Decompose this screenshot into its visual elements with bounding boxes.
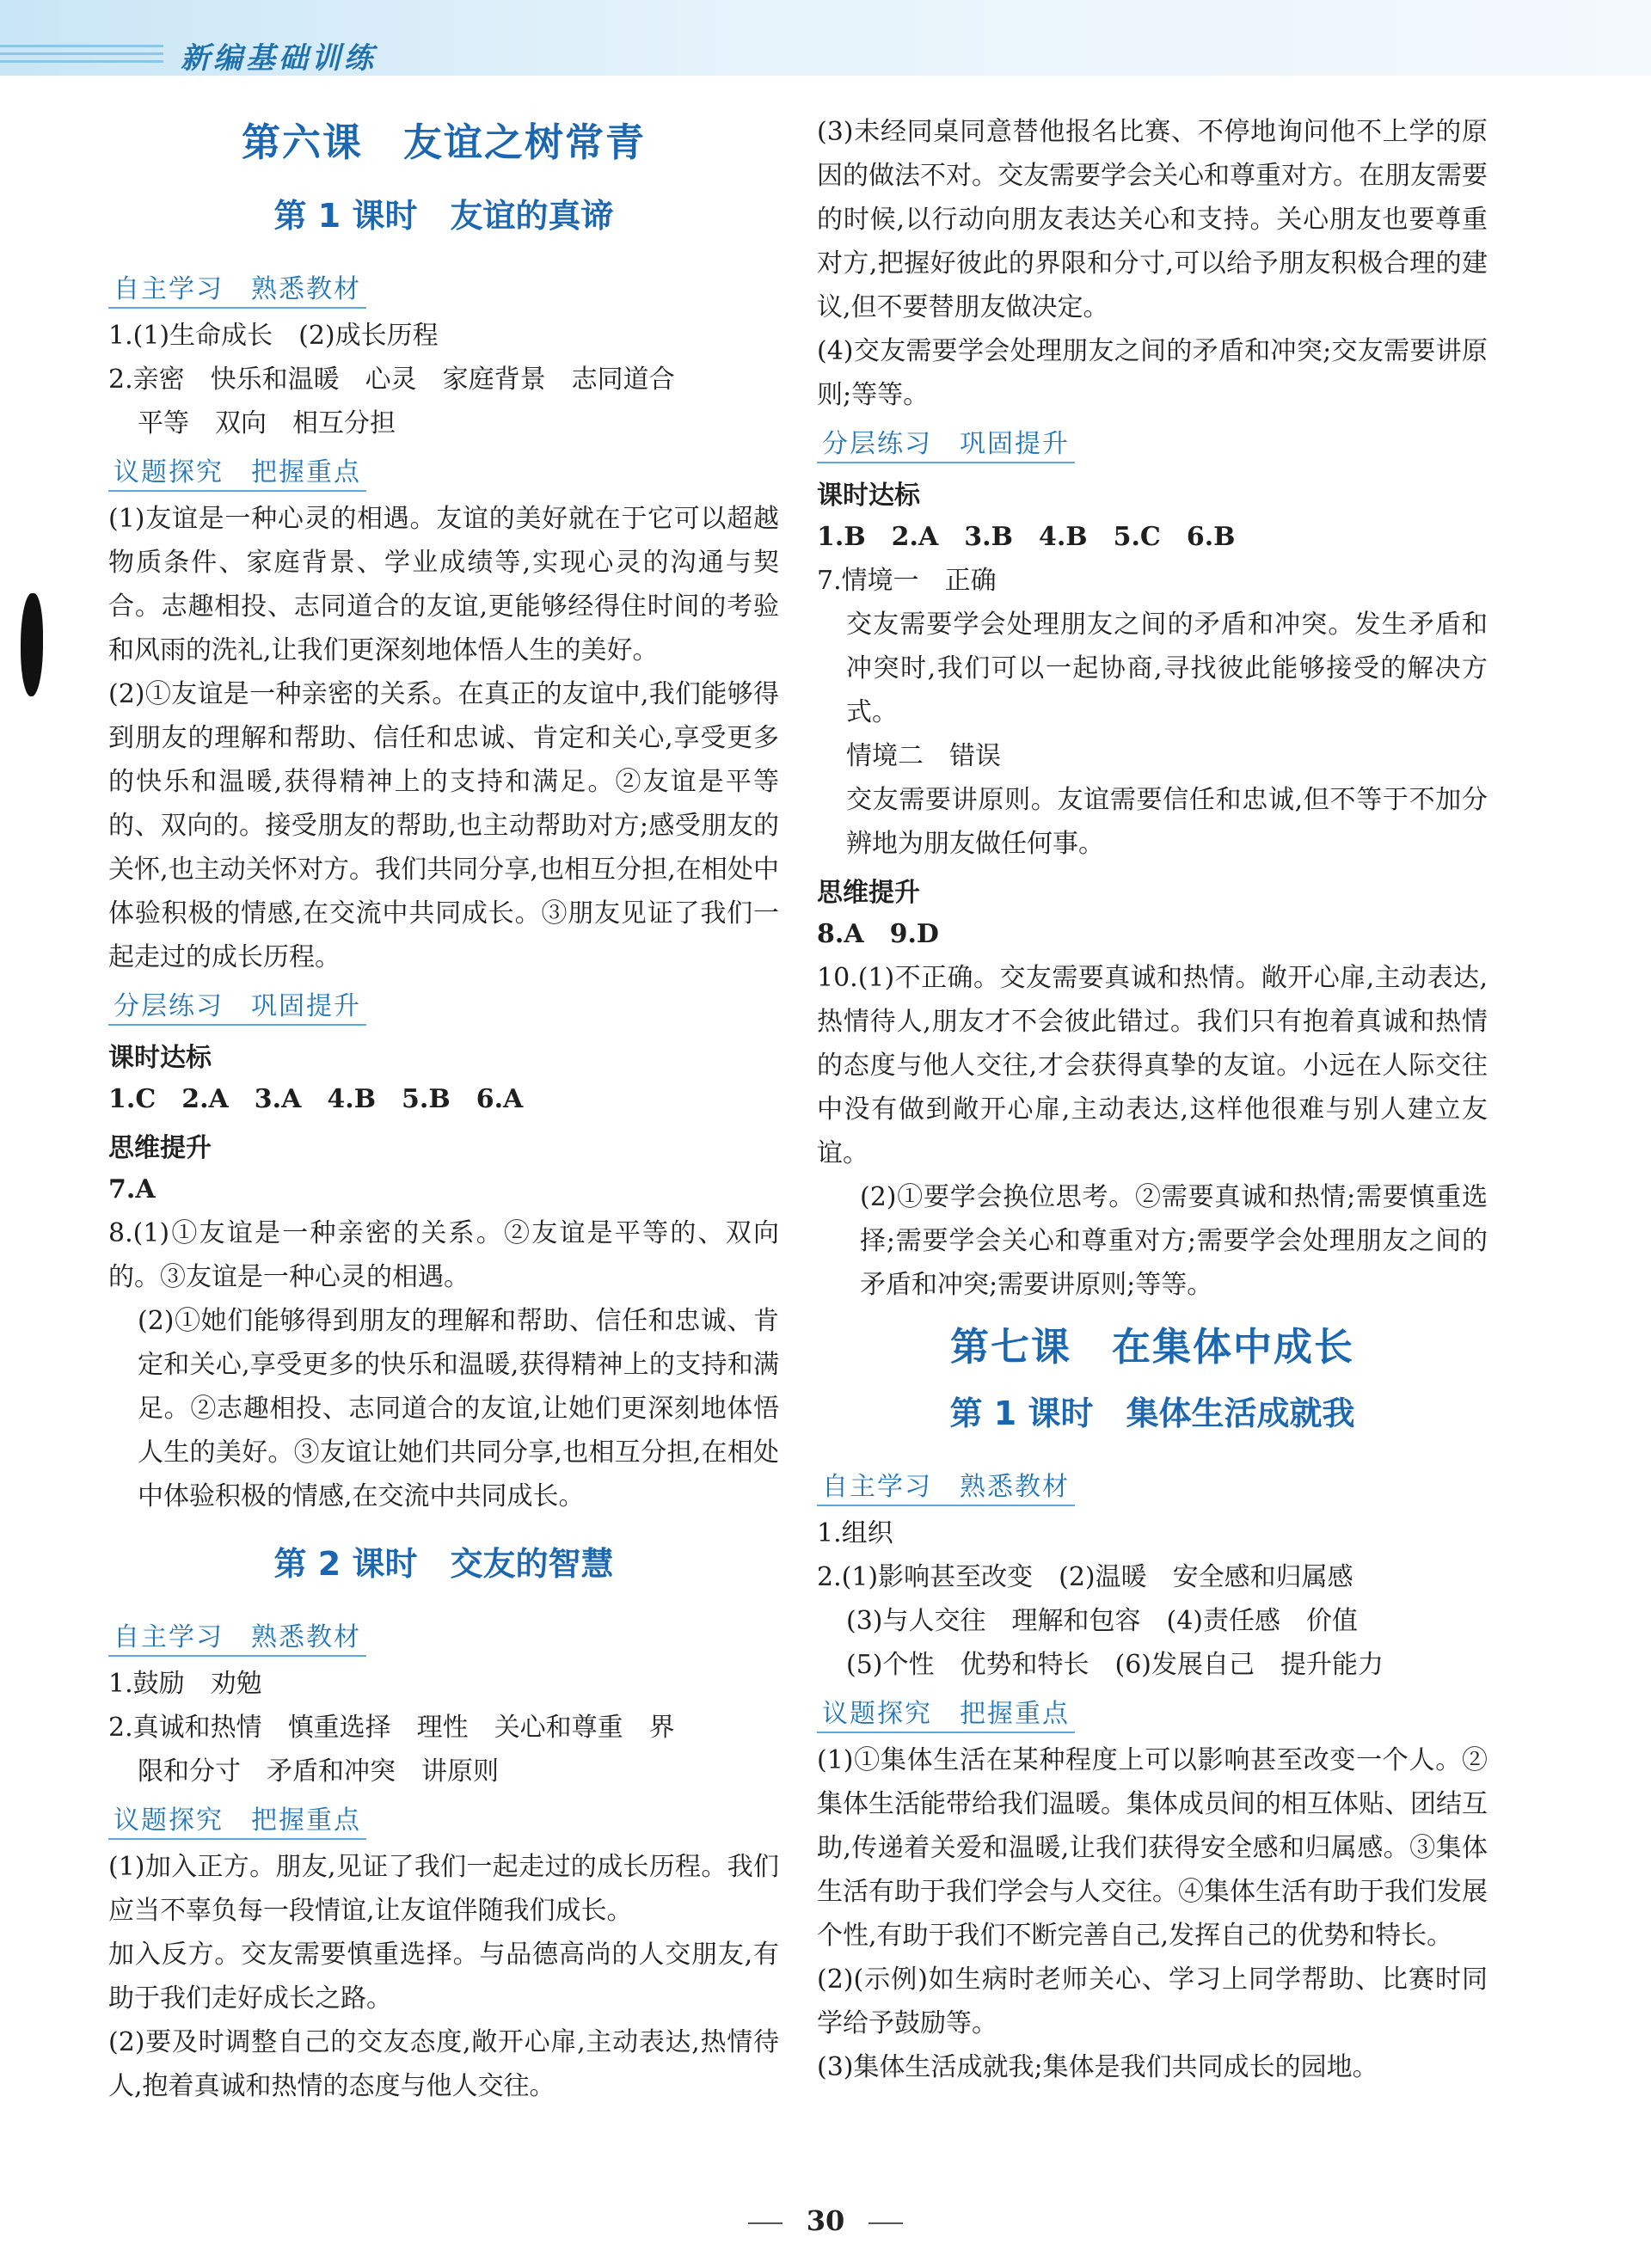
answer-paragraph: (2)①友谊是一种亲密的关系。在真正的友谊中,我们能够得到朋友的理解和帮助、信任和忠诚、肯定和关心,享受更多的快乐和温暖,获得精神上的支持和满足。②友谊是平等的、双向的。接受朋友的帮助,也主动帮助对方;感受朋友的关怀,也主动关怀对方。我们共同分享,也相互分担,在相处中体验积极的情感,在交流中共同成长。③朋友见证了我们一起走过的成长历程。 <box>108 679 779 972</box>
answer-paragraph: (2)①她们能够得到朋友的理解和帮助、信任和忠诚、肯定和关心,享受更多的快乐和温暖,获得精神上的支持和满足。②志趣相投、志同道合的友谊,让她们更深刻地体悟人生的美好。③友谊让她们共同分享,也相互分担,在相处中体验积极的情感,在交流中共同成长。 <box>138 1306 779 1511</box>
page-number <box>0 2204 1651 2237</box>
header-decor-lines <box>0 45 163 74</box>
section-header: 议题探究 把握重点 <box>108 1799 366 1840</box>
right-column <box>817 110 1488 2089</box>
answer-key: 8.A 9.D <box>817 919 939 949</box>
subsection-title: 课时达标 <box>108 1043 212 1073</box>
answer-paragraph: 交友需要讲原则。友谊需要信任和忠诚,但不等于不加分辨地为朋友做任何事。 <box>846 785 1488 859</box>
section-header: 自主学习 熟悉教材 <box>108 1615 366 1657</box>
section-header: 议题探究 把握重点 <box>108 451 366 492</box>
answer-paragraph: 交友需要学会处理朋友之间的矛盾和冲突。发生矛盾和冲突时,我们可以一起协商,寻找彼此能够接受的解决方式。 <box>846 610 1488 727</box>
page-number-text: 30 <box>806 2204 845 2237</box>
subsection-title: 思维提升 <box>817 878 920 908</box>
answer-paragraph: 10.(1)不正确。交友需要真诚和热情。敞开心扉,主动表达,热情待人,朋友才不会彼此错过。我们只有抱着真诚和热情的态度与他人交往,才会获得真挚的友谊。小远在人际交往中没有做到敞开心扉,主动表达,这样他很难与别人建立友谊。 <box>817 963 1488 1168</box>
answer-line: 平等 双向 相互分担 <box>138 408 396 438</box>
answer-line: 7.情境一 正确 <box>817 566 997 596</box>
section-header: 自主学习 熟悉教材 <box>817 1465 1075 1506</box>
answer-paragraph: 加入反方。交友需要慎重选择。与品德高尚的人交朋友,有助于我们走好成长之路。 <box>108 1940 779 2014</box>
left-column <box>108 99 779 2108</box>
answer-line: 2.真诚和热情 慎重选择 理性 关心和尊重 界 <box>108 1713 675 1743</box>
section-header: 分层练习 巩固提升 <box>817 422 1075 463</box>
period1-title-lesson7: 第 1 课时 集体生活成就我 <box>949 1395 1355 1432</box>
ink-smudge <box>21 593 43 696</box>
answer-paragraph: (1)加入正方。朋友,见证了我们一起走过的成长历程。我们应当不辜负每一段情谊,让友谊伴随我们成长。 <box>108 1852 779 1926</box>
subsection-title: 思维提升 <box>108 1133 212 1163</box>
answer-paragraph: (1)友谊是一种心灵的相遇。友谊的美好就在于它可以超越物质条件、家庭背景、学业成绩等,实现心灵的沟通与契合。志趣相投、志同道合的友谊,更能够经得住时间的考验和风雨的洗礼,让我们更深刻地体悟人生的美好。 <box>108 504 779 665</box>
subsection-title: 课时达标 <box>817 481 920 511</box>
section-header: 议题探究 把握重点 <box>817 1692 1075 1733</box>
answer-paragraph: (2)①要学会换位思考。②需要真诚和热情;需要慎重选择;需要学会关心和尊重对方;需要学会处理朋友之间的矛盾和冲突;需要讲原则;等等。 <box>860 1182 1488 1300</box>
answer-line: (5)个性 优势和特长 (6)发展自己 提升能力 <box>846 1650 1384 1680</box>
period2-title: 第 2 课时 交友的智慧 <box>273 1545 614 1583</box>
period1-title: 第 1 课时 友谊的真谛 <box>273 197 614 235</box>
answer-paragraph: (3)集体生活成就我;集体是我们共同成长的园地。 <box>817 2052 1378 2082</box>
series-title: 新编基础训练 <box>181 41 377 76</box>
answer-line: 1.组织 <box>817 1518 893 1548</box>
answer-line: 1.(1)生命成长 (2)成长历程 <box>108 321 439 351</box>
lesson6-title: 第六课 友谊之树常青 <box>241 120 646 165</box>
answer-line: 2.亲密 快乐和温暖 心灵 家庭背景 志同道合 <box>108 365 675 395</box>
answer-key: 1.C 2.A 3.A 4.B 5.B 6.A <box>108 1084 524 1114</box>
answer-paragraph: (1)①集体生活在某种程度上可以影响甚至改变一个人。②集体生活能带给我们温暖。集体成员间的相互体贴、团结互助,传递着关爱和温暖,让我们获得安全感和归属感。③集体生活有助于我们学会与人交往。④集体生活有助于我们发展个性,有助于我们不断完善自己,发挥自己的优势和特长。 <box>817 1745 1488 1951</box>
answer-paragraph: (2)(示例)如生病时老师关心、学习上同学帮助、比赛时同学给予鼓励等。 <box>817 1965 1488 2038</box>
answer-line: 情境二 错误 <box>846 741 1001 771</box>
section-header: 分层练习 巩固提升 <box>108 984 366 1026</box>
answer-paragraph: (4)交友需要学会处理朋友之间的矛盾和冲突;交友需要讲原则;等等。 <box>817 336 1488 410</box>
answer-line: 1.鼓励 劝勉 <box>108 1669 262 1699</box>
answer-paragraph: (2)要及时调整自己的交友态度,敞开心扉,主动表达,热情待人,抱着真诚和热情的态度与他人交往。 <box>108 2027 779 2101</box>
answer-key: 7.A <box>108 1174 156 1204</box>
answer-paragraph: (3)未经同桌同意替他报名比赛、不停地询问他不上学的原因的做法不对。交友需要学会关心和尊重对方。在朋友需要的时候,以行动向朋友表达关心和支持。关心朋友也要尊重对方,把握好彼此的界限和分寸,可以给予朋友积极合理的建议,但不要替朋友做决定。 <box>817 117 1488 322</box>
answer-paragraph: 8.(1)①友谊是一种亲密的关系。②友谊是平等的、双向的。③友谊是一种心灵的相遇。 <box>108 1218 779 1292</box>
lesson7-title: 第七课 在集体中成长 <box>949 1324 1354 1370</box>
answer-line: 限和分寸 矛盾和冲突 讲原则 <box>138 1756 499 1787</box>
answer-line: 2.(1)影响甚至改变 (2)温暖 安全感和归属感 <box>817 1562 1353 1592</box>
section-header: 自主学习 熟悉教材 <box>108 267 366 309</box>
answer-line: (3)与人交往 理解和包容 (4)责任感 价值 <box>846 1606 1358 1636</box>
answer-key: 1.B 2.A 3.B 4.B 5.C 6.B <box>817 522 1236 552</box>
